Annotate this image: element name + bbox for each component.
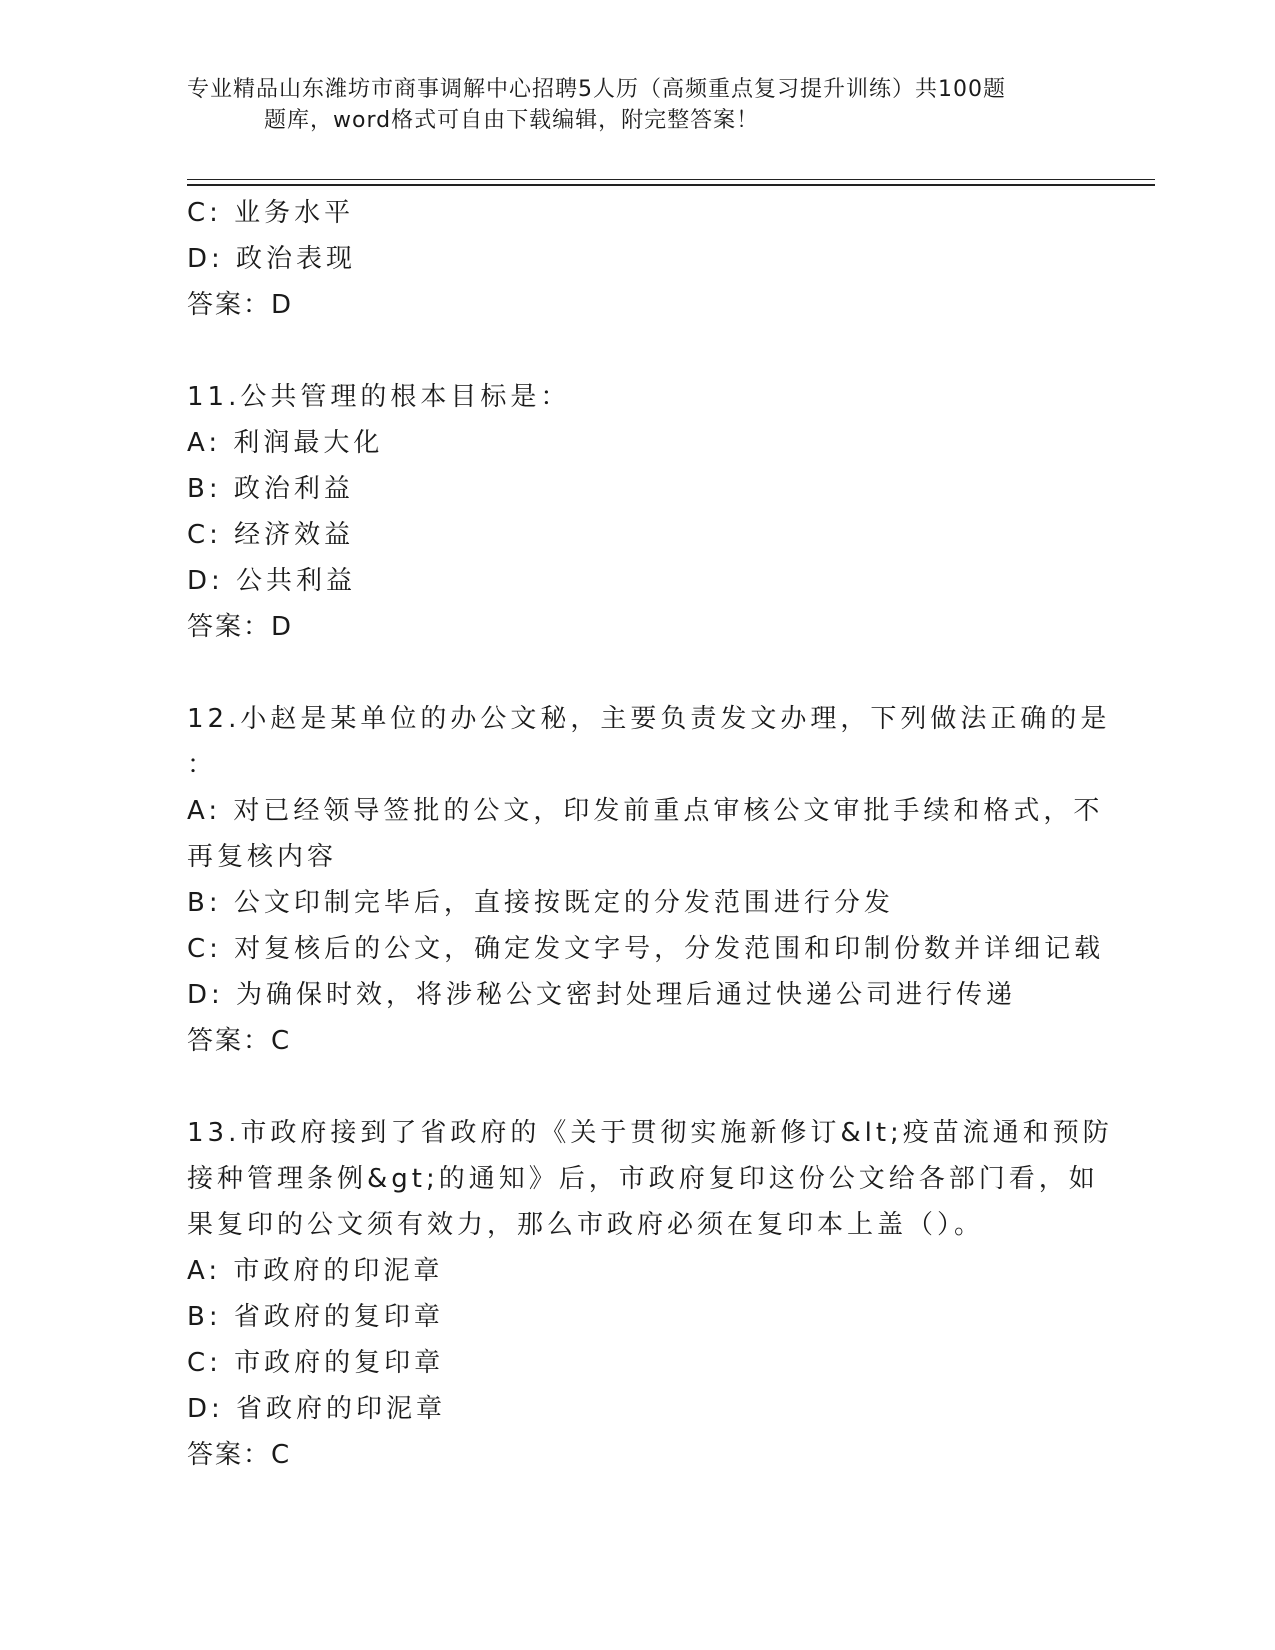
q13-option-a: A: 市政府的印泥章 — [187, 1256, 444, 1286]
document-header — [187, 74, 1087, 136]
header-line-1: 专业精品山东潍坊市商事调解中心招聘5人历（高频重点复习提升训练）共100题 — [187, 77, 1006, 102]
header-divider-thin — [187, 179, 1155, 180]
q13-question-line-1: 13.市政府接到了省政府的《关于贯彻实施新修订&lt;疫苗流通和预防 — [187, 1118, 1113, 1148]
q13-question-line-2: 接种管理条例&gt;的通知》后，市政府复印这份公文给各部门看，如 — [187, 1164, 1099, 1194]
q11-option-a: A: 利润最大化 — [187, 428, 384, 458]
q12-option-d: D: 为确保时效，将涉秘公文密封处理后通过快递公司进行传递 — [187, 980, 1017, 1010]
q11-option-b: B: 政治利益 — [187, 474, 354, 504]
q11-question: 11.公共管理的根本目标是： — [187, 382, 571, 412]
q13-option-d: D: 省政府的印泥章 — [187, 1394, 447, 1424]
q13-answer: 答案：C — [187, 1440, 292, 1470]
q13-option-b: B: 省政府的复印章 — [187, 1302, 444, 1332]
q12-option-a-line-1: A: 对已经领导签批的公文，印发前重点审核公文审批手续和格式，不 — [187, 796, 1104, 826]
header-divider-thick — [187, 184, 1155, 186]
spacer — [187, 1064, 1087, 1110]
q12-option-a-line-2: 再复核内容 — [187, 842, 338, 872]
q13-question-line-3: 果复印的公文须有效力，那么市政府必须在复印本上盖（）。 — [187, 1210, 985, 1240]
q10-option-c: C: 业务水平 — [187, 198, 355, 228]
q12-question-line-2: ： — [187, 750, 218, 780]
spacer — [187, 650, 1087, 696]
q11-answer: 答案：D — [187, 612, 294, 642]
q12-question-line-1: 12.小赵是某单位的办公文秘，主要负责发文办理，下列做法正确的是 — [187, 704, 1111, 734]
q12-answer: 答案：C — [187, 1026, 292, 1056]
spacer — [187, 328, 1087, 374]
q10-option-d: D: 政治表现 — [187, 244, 357, 274]
q12-option-b: B: 公文印制完毕后，直接按既定的分发范围进行分发 — [187, 888, 894, 918]
q13-option-c: C: 市政府的复印章 — [187, 1348, 445, 1378]
document-body — [187, 190, 1113, 1478]
q10-answer: 答案：D — [187, 290, 294, 320]
q11-option-d: D: 公共利益 — [187, 566, 357, 596]
q11-option-c: C: 经济效益 — [187, 520, 355, 550]
q12-option-c: C: 对复核后的公文，确定发文字号，分发范围和印制份数并详细记载 — [187, 934, 1105, 964]
header-line-2: 题库，word格式可自由下载编辑，附完整答案！ — [264, 108, 760, 133]
